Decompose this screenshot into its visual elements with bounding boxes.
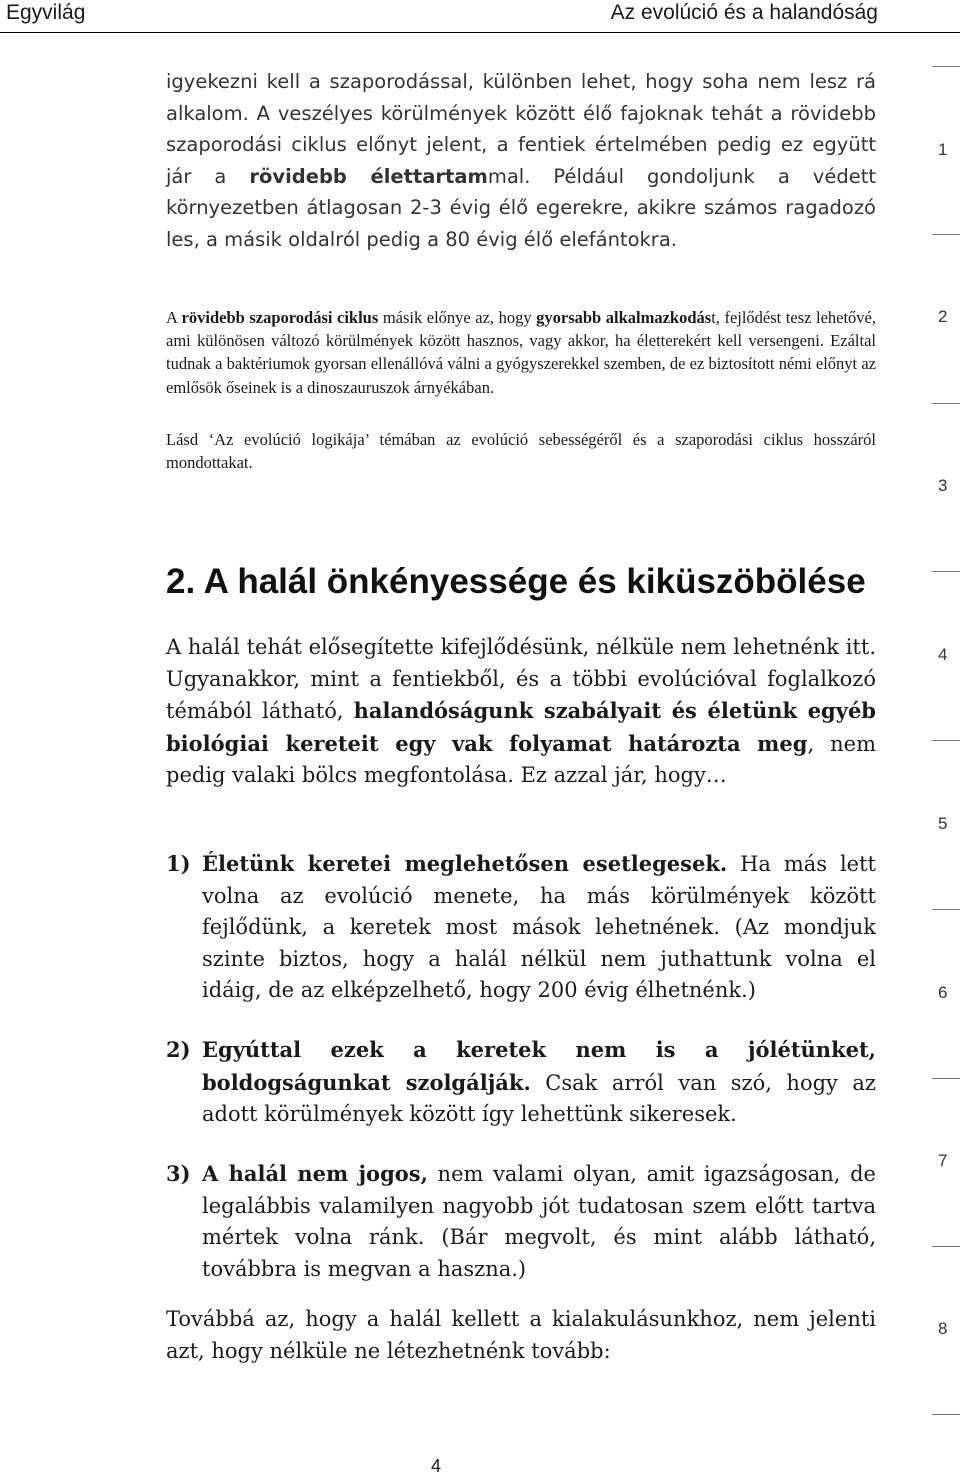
paragraph-3: Lásd ‘Az evolúció logikája’ témában az evolúció sebességéről és a szaporodási ciklus hosszáról mondottakat. xyxy=(166,430,876,473)
margin-number: 6 xyxy=(938,983,948,1002)
list-text: Életünk keretei meglehetősen esetlegesek. Ha más lett volna az evolúció menete, ha más körülmények között fejlődünk, a keretek most mások lehetnének. (Az mondjuk szinte biztos, hogy a halál nélkül nem juthattunk volna el idáig, de az elképzelhető, hogy 200 évig élhetnénk.) xyxy=(202,851,876,1002)
paragraph-1: igyekezni kell a szaporodással, különben lehet, hogy soha nem lesz rá alkalom. A veszélyes körülmények között élő fajoknak tehát a rövidebb szaporodási ciklus előnyt jelent, a fentiek értelmében pedig ez együtt jár a rövidebb élettartammal. Például gondoljunk a védett környezetben átlagosan 2-3 évig élő egerekre, akikre számos ragadozó les, a másik oldalról pedig a 80 évig élő elefántokra. xyxy=(166,70,876,251)
list-number: 2) xyxy=(166,1037,191,1062)
margin-dash xyxy=(932,740,960,741)
paragraph-2: A rövidebb szaporodási ciklus másik előnye az, hogy gyorsabb alkalmazkodást, fejlődést tesz lehetővé, ami különösen változó körülmények között hasznos, vagy akkor, ha életterekért kell versengeni. Ezáltal tudnak a baktériumok gyorsan ellenállóvá válni a gyógyszerekkel szemben, de ez biztosított némi előnyt az emlősök őseinek is a dinoszauruszok árnyékában. xyxy=(166,308,876,397)
list-item xyxy=(166,848,876,1007)
list-number: 3) xyxy=(166,1161,191,1186)
paragraph-5: Továbbá az, hogy a halál kellett a kialakulásunkhoz, nem jelenti azt, hogy nélküle ne létezhetnénk tovább: xyxy=(166,1307,876,1363)
margin-dash xyxy=(932,66,960,67)
margin-dash xyxy=(932,403,960,404)
margin-dash xyxy=(932,234,960,235)
margin-number: 7 xyxy=(938,1151,948,1170)
margin-number: 5 xyxy=(938,814,948,833)
margin-dash xyxy=(932,1246,960,1247)
page-header xyxy=(0,0,960,33)
list-text: A halál nem jogos, nem valami olyan, amit igazságosan, de legalábbis valamilyen nagyobb jót tudatosan szem előtt tartva mértek volna ránk. (Bár megvolt, és mint alább látható, továbbra is megvan a haszna.) xyxy=(202,1161,876,1281)
list-item xyxy=(166,1158,876,1285)
margin-number: 3 xyxy=(938,476,948,495)
margin-number: 8 xyxy=(938,1319,948,1338)
list-text: Egyúttal ezek a keretek nem is a jólétünket, boldogságunkat szolgálják. Csak arról van szó, hogy az adott körülmények között így lehettünk sikeresek. xyxy=(202,1037,876,1126)
margin-number: 4 xyxy=(938,645,948,664)
page-number: 4 xyxy=(431,1456,442,1476)
header-left-title: Egyvilág xyxy=(6,1,86,24)
paragraph-4: A halál tehát elősegítette kifejlődésünk, nélküle nem lehetnénk itt. Ugyanakkor, mint a fentiekből, és a többi evolúcióval foglalkozó témából látható, halandóságunk szabályait és életünk egyéb biológiai kereteit egy vak folyamat határozta meg, nem pedig valaki bölcs megfontolása. Ez azzal jár, hogy… xyxy=(166,635,876,787)
margin-dash xyxy=(932,571,960,572)
margin-dash xyxy=(932,1414,960,1415)
margin-dash xyxy=(932,1078,960,1079)
section-heading: 2. A halál önkényessége és kiküszöbölése xyxy=(166,562,866,601)
header-right-title: Az evolúció és a halandóság xyxy=(610,1,878,24)
margin-dash xyxy=(932,909,960,910)
margin-number: 1 xyxy=(938,140,948,159)
margin-number: 2 xyxy=(938,307,948,326)
list-number: 1) xyxy=(166,851,191,876)
list-item xyxy=(166,1034,876,1131)
